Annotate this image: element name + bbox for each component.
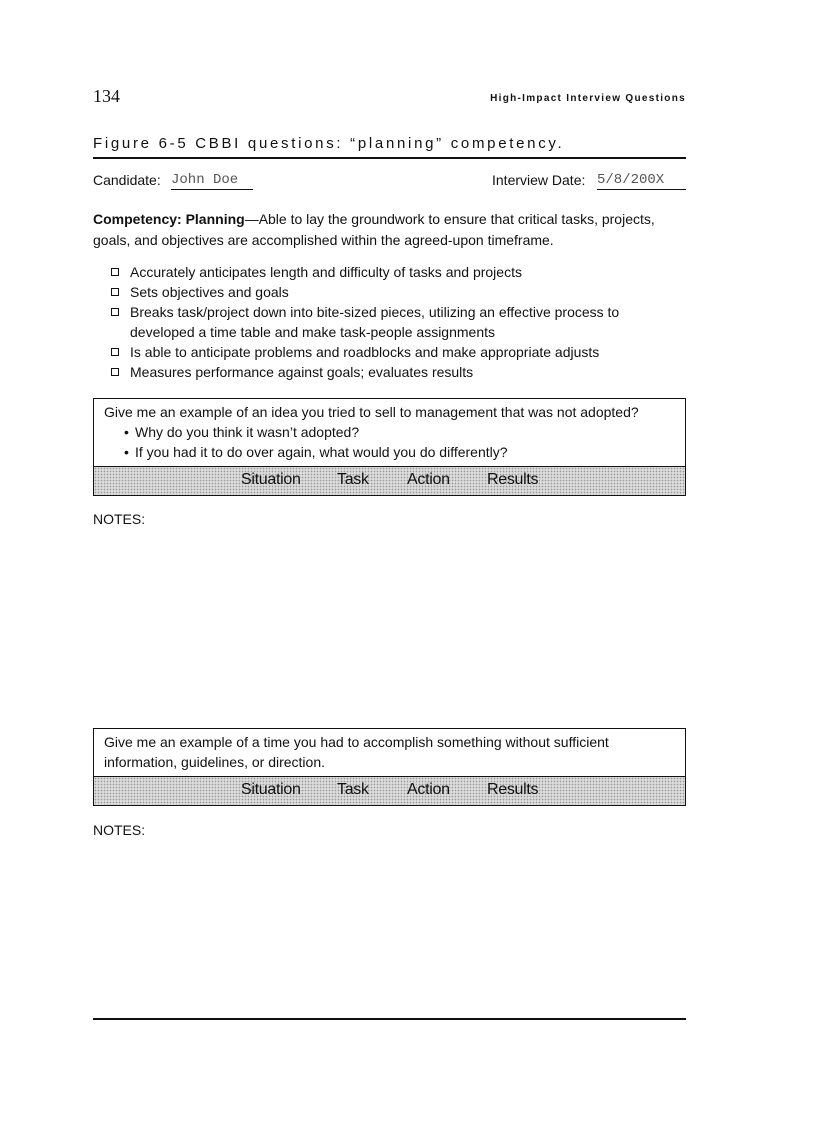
footer-rule bbox=[93, 1018, 686, 1020]
followup-item: • Why do you think it wasn’t adopted? bbox=[124, 422, 675, 442]
checkbox-icon[interactable] bbox=[111, 348, 119, 356]
question-content bbox=[94, 729, 685, 776]
question-box bbox=[93, 398, 686, 496]
star-results: Results bbox=[487, 471, 539, 488]
star-action: Action bbox=[407, 781, 450, 798]
star-task: Task bbox=[337, 781, 369, 798]
behavior-text: Breaks task/project down into bite-sized pieces, utilizing an effective process to developed a time table and make task-people assignments bbox=[130, 304, 620, 340]
behavior-item bbox=[111, 302, 686, 342]
checkbox-icon[interactable] bbox=[111, 288, 119, 296]
checkbox-icon[interactable] bbox=[111, 368, 119, 376]
star-task: Task bbox=[337, 471, 369, 488]
running-head: High-Impact Interview Questions bbox=[490, 93, 686, 104]
candidate-field[interactable]: John Doe bbox=[171, 172, 253, 190]
figure-caption: Figure 6-5 CBBI questions: “planning” competency. bbox=[93, 135, 565, 152]
followup-list bbox=[104, 422, 675, 462]
behavior-item bbox=[111, 262, 686, 282]
interview-date-field[interactable]: 5/8/200X bbox=[597, 172, 686, 190]
behavior-text: Is able to anticipate problems and roadblocks and make appropriate adjusts bbox=[130, 344, 600, 360]
star-bar bbox=[94, 466, 685, 495]
behavior-item bbox=[111, 362, 686, 382]
behavior-checklist bbox=[111, 262, 686, 382]
star-situation: Situation bbox=[241, 471, 301, 488]
star-bar bbox=[94, 776, 685, 805]
checkbox-icon[interactable] bbox=[111, 308, 119, 316]
star-situation: Situation bbox=[241, 781, 301, 798]
caption-rule bbox=[93, 157, 686, 159]
notes-label: NOTES: bbox=[93, 511, 146, 527]
question-content bbox=[94, 399, 685, 466]
question-text: Give me an example of an idea you tried to sell to management that was not adopted? bbox=[104, 404, 639, 420]
star-results: Results bbox=[487, 781, 539, 798]
interview-date-label: Interview Date: bbox=[492, 172, 586, 188]
page-number: 134 bbox=[93, 86, 120, 106]
followup-item: • If you had it to do over again, what would you do differently? bbox=[124, 442, 675, 462]
behavior-text: Measures performance against goals; evaluates results bbox=[130, 364, 474, 380]
star-action: Action bbox=[407, 471, 450, 488]
question-box bbox=[93, 728, 686, 806]
competency-label: Competency: Planning bbox=[93, 211, 245, 227]
checkbox-icon[interactable] bbox=[111, 268, 119, 276]
candidate-label: Candidate: bbox=[93, 172, 161, 188]
competency-definition bbox=[93, 209, 686, 251]
behavior-item bbox=[111, 342, 686, 362]
notes-label: NOTES: bbox=[93, 822, 146, 838]
behavior-text: Accurately anticipates length and difficulty of tasks and projects bbox=[130, 264, 522, 280]
behavior-item bbox=[111, 282, 686, 302]
question-text: Give me an example of a time you had to accomplish something without sufficient information, guidelines, or direction. bbox=[104, 734, 609, 770]
behavior-text: Sets objectives and goals bbox=[130, 284, 289, 300]
competency-description: —Able to lay the groundwork to ensure that critical tasks, projects, goals, and objectives are accomplished within the agreed-upon timeframe. bbox=[93, 211, 655, 248]
